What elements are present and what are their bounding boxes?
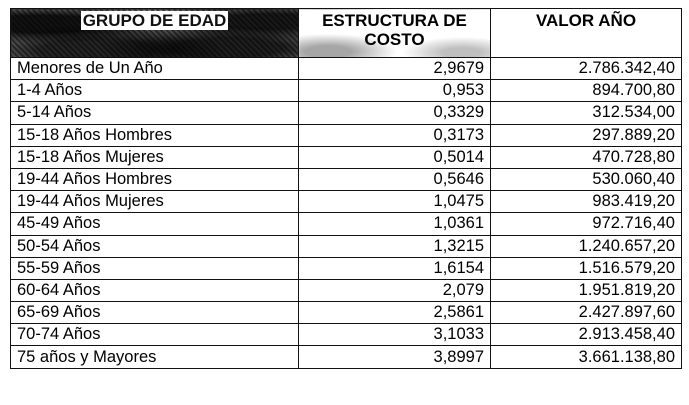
table-row — [11, 102, 682, 124]
cost-structure-cell: 2,9679 — [299, 58, 491, 80]
table-row — [11, 213, 682, 235]
table-row — [11, 302, 682, 324]
age-group-cell: 19-44 Años Mujeres — [11, 191, 299, 213]
annual-value-cell: 894.700,80 — [491, 80, 682, 102]
age-group-cell: 65-69 Años — [11, 302, 299, 324]
table-header-row — [11, 9, 682, 58]
age-group-cost-table — [10, 8, 682, 369]
table-row — [11, 191, 682, 213]
cost-structure-cell: 2,5861 — [299, 302, 491, 324]
header-annual-value-label: VALOR AÑO — [535, 11, 637, 30]
age-group-cell: 19-44 Años Hombres — [11, 168, 299, 190]
age-group-cell: 50-54 Años — [11, 235, 299, 257]
header-age-group-label: GRUPO DE EDAD — [82, 11, 227, 30]
cost-structure-cell: 0,5014 — [299, 146, 491, 168]
header-age-group — [11, 9, 299, 58]
table-row — [11, 279, 682, 301]
table-row — [11, 257, 682, 279]
annual-value-cell: 3.661.138,80 — [491, 346, 682, 368]
scanned-table-image — [10, 8, 681, 398]
header-cost-structure-line2: COSTO — [364, 30, 425, 49]
table-row — [11, 58, 682, 80]
age-group-cell: 70-74 Años — [11, 324, 299, 346]
header-cost-structure-line1: ESTRUCTURA DE — [322, 11, 467, 30]
annual-value-cell: 2.786.342,40 — [491, 58, 682, 80]
annual-value-cell: 530.060,40 — [491, 168, 682, 190]
table-row — [11, 235, 682, 257]
table-row — [11, 168, 682, 190]
cost-structure-cell: 3,1033 — [299, 324, 491, 346]
age-group-cell: 55-59 Años — [11, 257, 299, 279]
cost-structure-cell: 1,0361 — [299, 213, 491, 235]
table-row — [11, 146, 682, 168]
annual-value-cell: 1.951.819,20 — [491, 279, 682, 301]
age-group-cell: 15-18 Años Mujeres — [11, 146, 299, 168]
annual-value-cell: 983.419,20 — [491, 191, 682, 213]
age-group-cell: 15-18 Años Hombres — [11, 124, 299, 146]
table-row — [11, 80, 682, 102]
cost-structure-cell: 1,0475 — [299, 191, 491, 213]
annual-value-cell: 312.534,00 — [491, 102, 682, 124]
age-group-cell: 45-49 Años — [11, 213, 299, 235]
header-cost-structure — [299, 9, 491, 58]
annual-value-cell: 297.889,20 — [491, 124, 682, 146]
age-group-cell: Menores de Un Año — [11, 58, 299, 80]
header-annual-value — [491, 9, 682, 58]
annual-value-cell: 1.516.579,20 — [491, 257, 682, 279]
age-group-cell: 60-64 Años — [11, 279, 299, 301]
age-group-cell: 75 años y Mayores — [11, 346, 299, 368]
cost-structure-cell: 0,3329 — [299, 102, 491, 124]
age-group-cell: 5-14 Años — [11, 102, 299, 124]
annual-value-cell: 2.913.458,40 — [491, 324, 682, 346]
cost-structure-cell: 3,8997 — [299, 346, 491, 368]
cost-structure-cell: 0,3173 — [299, 124, 491, 146]
annual-value-cell: 470.728,80 — [491, 146, 682, 168]
annual-value-cell: 2.427.897,60 — [491, 302, 682, 324]
cost-structure-cell: 1,6154 — [299, 257, 491, 279]
annual-value-cell: 972.716,40 — [491, 213, 682, 235]
age-group-cell: 1-4 Años — [11, 80, 299, 102]
table-row — [11, 346, 682, 368]
table-row — [11, 124, 682, 146]
table-row — [11, 324, 682, 346]
annual-value-cell: 1.240.657,20 — [491, 235, 682, 257]
cost-structure-cell: 1,3215 — [299, 235, 491, 257]
cost-structure-cell: 0,953 — [299, 80, 491, 102]
cost-structure-cell: 2,079 — [299, 279, 491, 301]
cost-structure-cell: 0,5646 — [299, 168, 491, 190]
